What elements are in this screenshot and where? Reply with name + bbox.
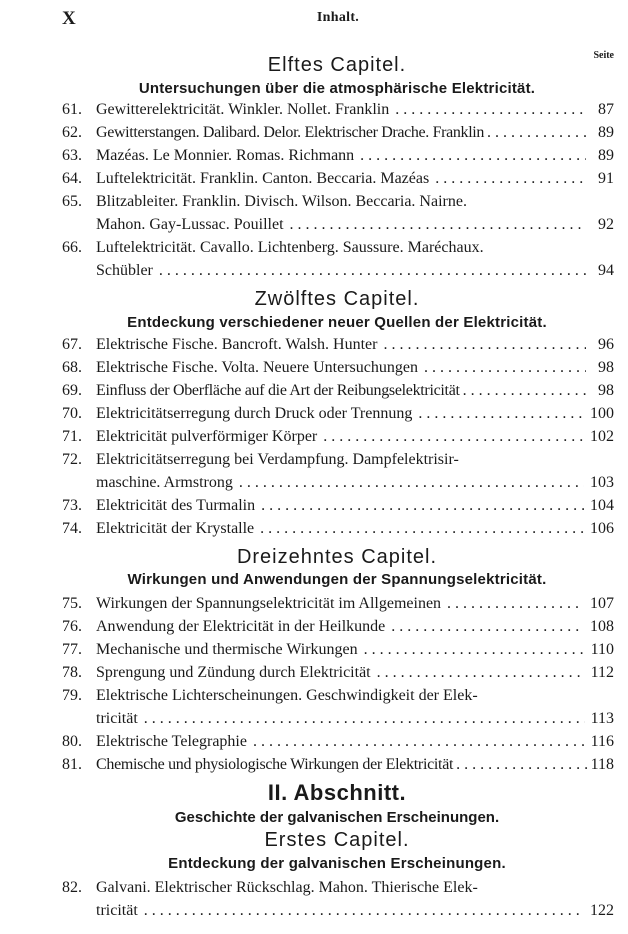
toc-entry — [62, 379, 614, 402]
entry-number: 82. — [62, 879, 82, 896]
seite-column-label: Seite — [593, 50, 614, 61]
entry-title: Blitzableiter. Franklin. Divisch. Wilson. Beccaria. Nairne. — [96, 193, 467, 210]
entry-title-continued: Mahon. Gay-Lussac. Pouillet — [96, 216, 284, 233]
entry-page: 92 — [598, 216, 614, 233]
entry-number: 74. — [62, 520, 82, 537]
entry-line — [96, 730, 614, 753]
dot-leader — [360, 144, 586, 167]
entry-title-continued: tricität — [96, 902, 138, 919]
chapter-subtitle: Entdeckung verschiedener neuer Quellen der Elektricität. — [127, 314, 547, 331]
chapter-heading: Elftes Capitel. — [267, 54, 407, 76]
entry-number: 79. — [62, 687, 82, 704]
entry-line — [96, 494, 614, 517]
entry-page: 96 — [598, 336, 614, 353]
entry-page: 104 — [590, 497, 614, 514]
entry-page: 89 — [598, 124, 614, 141]
toc-entry — [62, 448, 614, 494]
entry-title: Chemische und physiologische Wirkungen der Elektricität — [96, 756, 454, 773]
dot-leader — [395, 98, 586, 121]
dot-leader — [290, 213, 586, 236]
dot-leader — [377, 661, 585, 684]
toc-entry — [62, 753, 614, 776]
entry-number: 69. — [62, 382, 82, 399]
entry-number: 75. — [62, 595, 82, 612]
toc-entry — [62, 661, 614, 684]
entry-title: Elektrische Fische. Bancroft. Walsh. Hunter — [96, 336, 378, 353]
toc-entry — [62, 333, 614, 356]
page-number-roman: X — [62, 8, 76, 29]
entry-line — [96, 899, 614, 922]
entry-line — [96, 333, 614, 356]
toc-entry — [62, 494, 614, 517]
toc-entry — [62, 592, 614, 615]
entry-title: Sprengung und Zündung durch Elektricität — [96, 664, 371, 681]
entry-line — [96, 876, 614, 899]
entry-number: 68. — [62, 359, 82, 376]
running-title: Inhalt. — [316, 10, 360, 25]
entry-number: 61. — [62, 101, 82, 118]
entry-title: Wirkungen der Spannungselektricität im Allgemeinen — [96, 595, 442, 612]
entry-line — [96, 661, 614, 684]
entry-title-continued: Schübler — [96, 262, 153, 279]
dot-leader — [323, 425, 584, 448]
entry-number: 73. — [62, 497, 82, 514]
entry-line — [96, 753, 614, 776]
entry-number: 78. — [62, 664, 82, 681]
entry-line — [96, 402, 614, 425]
entry-line — [96, 144, 614, 167]
entry-number: 77. — [62, 641, 82, 658]
entry-line — [96, 259, 614, 282]
toc-entry — [62, 167, 614, 190]
entry-line — [96, 707, 614, 730]
entry-page: 87 — [598, 101, 614, 118]
toc-entry — [62, 638, 614, 661]
dot-leader — [463, 379, 589, 402]
entry-title: Elektrische Telegraphie — [96, 733, 247, 750]
chapter-subtitle: Entdeckung der galvanischen Erscheinungen. — [168, 855, 506, 872]
dot-leader — [260, 517, 584, 540]
toc-entry — [62, 121, 614, 144]
dot-leader — [391, 615, 584, 638]
entry-title: Mechanische und thermische Wirkungen — [96, 641, 358, 658]
entry-line — [96, 167, 614, 190]
entry-line — [96, 517, 614, 540]
entry-page: 118 — [590, 756, 614, 773]
entry-line — [96, 471, 614, 494]
toc-entry — [62, 190, 614, 236]
running-head — [62, 8, 614, 61]
chapter-heading: Zwölftes Capitel. — [254, 288, 420, 310]
entry-title: Anwendung der Elektricität in der Heilkunde — [96, 618, 386, 635]
dot-leader — [144, 899, 584, 922]
entry-title-continued: maschine. Armstrong — [96, 474, 233, 491]
entry-page: 107 — [590, 595, 614, 612]
dot-leader — [456, 753, 587, 776]
entry-number: 72. — [62, 451, 82, 468]
entry-title: Elektricität des Turmalin — [96, 497, 256, 514]
dot-leader — [383, 333, 586, 356]
dot-leader — [253, 730, 585, 753]
entry-number: 67. — [62, 336, 82, 353]
toc-entry — [62, 236, 614, 282]
dot-leader — [435, 167, 586, 190]
entry-title: Elektricität pulverförmiger Körper — [96, 428, 318, 445]
dot-leader — [364, 638, 585, 661]
entry-line — [96, 592, 614, 615]
entry-line — [96, 448, 614, 471]
entry-title: Luftelektricität. Franklin. Canton. Beccaria. Mazéas — [96, 170, 430, 187]
entry-title: Einfluss der Oberfläche auf die Art der Reibungselektricität — [96, 382, 460, 399]
entry-title: Elektricitätserregung durch Druck oder Trennung — [96, 405, 413, 422]
entry-page: 122 — [590, 902, 614, 919]
entry-page: 116 — [590, 733, 614, 750]
entry-page: 113 — [590, 710, 614, 727]
entry-number: 62. — [62, 124, 82, 141]
entry-number: 70. — [62, 405, 82, 422]
entry-number: 81. — [62, 756, 82, 773]
dot-leader — [424, 356, 586, 379]
toc-entry — [62, 684, 614, 730]
toc-entry — [62, 615, 614, 638]
chapter-subtitle: Untersuchungen über die atmosphärische Elektricität. — [138, 80, 536, 97]
dot-leader — [261, 494, 584, 517]
entry-number: 65. — [62, 193, 82, 210]
entry-page: 100 — [590, 405, 614, 422]
chapter-subtitle: Wirkungen und Anwendungen der Spannungselektricität. — [127, 571, 547, 588]
entry-title: Elektricitätserregung bei Verdampfung. Dampfelektrisir- — [96, 451, 459, 468]
entry-title: Elektricität der Krystalle — [96, 520, 255, 537]
toc-entry — [62, 402, 614, 425]
entry-page: 112 — [590, 664, 614, 681]
dot-leader — [487, 121, 589, 144]
entry-page: 106 — [590, 520, 614, 537]
entry-line — [96, 213, 614, 236]
dot-leader — [144, 707, 585, 730]
entry-title: Elektrische Fische. Volta. Neuere Untersuchungen — [96, 359, 418, 376]
entry-title: Elektrische Lichterscheinungen. Geschwindigkeit der Elek- — [96, 687, 478, 704]
toc-entry — [62, 425, 614, 448]
toc-entry — [62, 517, 614, 540]
entry-line — [96, 190, 614, 213]
entry-line — [96, 638, 614, 661]
chapter-heading: Erstes Capitel. — [264, 829, 410, 851]
entry-number: 76. — [62, 618, 82, 635]
entry-line — [96, 98, 614, 121]
entry-line — [96, 684, 614, 707]
entry-page: 110 — [590, 641, 614, 658]
entry-page: 98 — [598, 382, 614, 399]
entry-page: 103 — [590, 474, 614, 491]
entry-title: Gewitterelektricität. Winkler. Nollet. Franklin — [96, 101, 390, 118]
toc-entry — [62, 98, 614, 121]
entry-title: Gewitterstangen. Dalibard. Delor. Elektrischer Drache. Franklin — [96, 124, 485, 141]
dot-leader — [159, 259, 586, 282]
toc-entry — [62, 144, 614, 167]
entry-page: 89 — [598, 147, 614, 164]
toc-entry — [62, 730, 614, 753]
entry-line — [96, 379, 614, 402]
chapter-heading: Dreizehntes Capitel. — [236, 546, 438, 568]
entry-page: 102 — [590, 428, 614, 445]
dot-leader — [447, 592, 584, 615]
toc-entry — [62, 876, 614, 922]
entry-line — [96, 121, 614, 144]
entry-number: 63. — [62, 147, 82, 164]
entry-number: 64. — [62, 170, 82, 187]
entry-number: 66. — [62, 239, 82, 256]
entry-page: 108 — [590, 618, 614, 635]
entry-number: 71. — [62, 428, 82, 445]
toc-entry — [62, 356, 614, 379]
entry-line — [96, 356, 614, 379]
entry-title: Luftelektricität. Cavallo. Lichtenberg. Saussure. Maréchaux. — [96, 239, 484, 256]
entry-page: 94 — [598, 262, 614, 279]
entry-number: 80. — [62, 733, 82, 750]
part-heading: II. Abschnitt. — [267, 780, 407, 805]
entry-title: Galvani. Elektrischer Rückschlag. Mahon. Thierische Elek- — [96, 879, 478, 896]
entry-line — [96, 425, 614, 448]
part-subtitle: Geschichte der galvanischen Erscheinungen. — [174, 809, 500, 826]
entry-line — [96, 615, 614, 638]
entry-page: 91 — [598, 170, 614, 187]
entry-title-continued: tricität — [96, 710, 138, 727]
entry-page: 98 — [598, 359, 614, 376]
dot-leader — [239, 471, 584, 494]
entry-line — [96, 236, 614, 259]
dot-leader — [418, 402, 584, 425]
entry-title: Mazéas. Le Monnier. Romas. Richmann — [96, 147, 355, 164]
